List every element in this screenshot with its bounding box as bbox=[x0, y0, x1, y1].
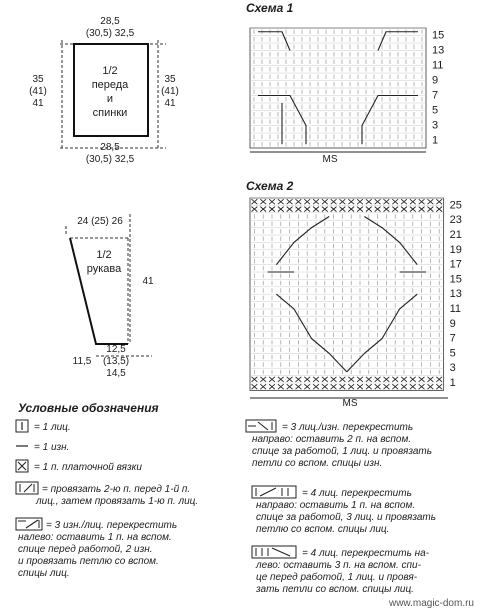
legend-title: Условные обозначения bbox=[18, 401, 159, 415]
body-left-measure-3: 41 bbox=[32, 98, 44, 109]
legend-four-stitch-right-cross-symbol bbox=[252, 486, 296, 498]
scheme-1-row-number: 15 bbox=[432, 29, 445, 42]
scheme-2-row-number: 19 bbox=[449, 243, 462, 256]
legend-four-stitch-left-cross-text-4: зать петли со вспом. спицы лиц. bbox=[256, 584, 414, 595]
legend-four-stitch-right-cross-text-2: направо: оставить 1 п. на вспом. bbox=[256, 500, 416, 511]
body-right-measure-2: (41) bbox=[161, 86, 179, 97]
legend-two-stitch-cross-text-1: = провязать 2-ю п. перед 1-й п. bbox=[42, 484, 191, 495]
legend bbox=[16, 401, 436, 595]
scheme-1-row-number: 5 bbox=[432, 104, 439, 117]
body-top-measure: 28,5 bbox=[100, 16, 120, 27]
sleeve-label-line-1: 1/2 bbox=[96, 249, 112, 261]
legend-three-stitch-left-cross-text-4: и провязать петлю со вспом. bbox=[18, 556, 159, 567]
legend-garter-symbol bbox=[16, 460, 28, 472]
scheme-2-row-number: 13 bbox=[449, 288, 462, 301]
legend-three-stitch-left-cross-symbol bbox=[16, 518, 42, 530]
body-label-line-2: переда bbox=[91, 79, 129, 91]
legend-three-stitch-right-cross-text-2: направо: оставить 2 п. на вспом. bbox=[252, 434, 412, 445]
legend-four-stitch-right-cross-text-3: спице за работой, 3 лиц. и провязать bbox=[256, 512, 437, 523]
scheme-1-row-number: 1 bbox=[432, 134, 439, 147]
sleeve-side-measure: 41 bbox=[142, 276, 154, 287]
legend-three-stitch-right-cross-text-3: спице за работой, 1 лиц. и провязать bbox=[252, 446, 433, 457]
body-right-measure-3: 41 bbox=[164, 98, 176, 109]
scheme-1-row-number: 3 bbox=[432, 119, 439, 132]
scheme-1-row-numbers bbox=[432, 30, 444, 147]
legend-three-stitch-right-cross-text-4: петли со вспом. спицы изн. bbox=[252, 458, 383, 469]
scheme-2-row-number: 1 bbox=[449, 377, 456, 389]
legend-four-stitch-left-cross-text-1: = 4 лиц. перекрестить на- bbox=[302, 548, 430, 559]
legend-two-stitch-cross-text-2: лиц., затем провязать 1-ю п. лиц. bbox=[36, 496, 199, 507]
scheme-2-cable-path-3 bbox=[276, 294, 346, 372]
legend-knit-symbol bbox=[16, 420, 28, 432]
legend-garter-text: = 1 п. платочной вязки bbox=[34, 462, 142, 473]
scheme-2-row-number: 5 bbox=[449, 347, 456, 360]
legend-three-stitch-left-cross-text-1: = 3 изн./лиц. перекрестить bbox=[46, 520, 178, 531]
sleeve-top-measure: 24 (25) 26 bbox=[77, 216, 123, 227]
scheme-2-row-number: 15 bbox=[449, 273, 462, 286]
watermark: www.magic-dom.ru bbox=[388, 598, 474, 609]
scheme-2-title: Схема 2 bbox=[246, 179, 294, 193]
body-right-measure-1: 35 bbox=[164, 74, 176, 85]
sleeve-piece-diagram bbox=[66, 214, 154, 379]
body-top-measure-alt: (30,5) 32,5 bbox=[85, 28, 135, 39]
legend-knit-text: = 1 лиц. bbox=[34, 422, 71, 433]
scheme-1-ms-label: MS bbox=[322, 154, 338, 165]
scheme-1-row-number: 11 bbox=[432, 59, 444, 72]
sleeve-bottom-left-measure: 11,5 bbox=[72, 356, 92, 367]
scheme-2-row-number: 23 bbox=[449, 214, 462, 227]
scheme-2-row-number: 25 bbox=[449, 199, 462, 212]
legend-four-stitch-left-cross-symbol bbox=[252, 546, 296, 558]
body-label-line-3: и bbox=[106, 93, 114, 105]
legend-four-stitch-right-cross-text-4: петлю со вспом. спицы лиц. bbox=[256, 524, 390, 535]
scheme-2-grid bbox=[250, 198, 444, 390]
legend-three-stitch-left-cross-text-5: спицы лиц. bbox=[18, 568, 70, 579]
legend-two-stitch-cross-symbol bbox=[16, 482, 38, 494]
body-label-line-1: 1/2 bbox=[102, 65, 118, 77]
scheme-1-row-number: 13 bbox=[432, 44, 445, 57]
scheme-1 bbox=[246, 1, 444, 165]
legend-three-stitch-left-cross-text-2: налево: оставить 1 п. на вспом. bbox=[18, 532, 172, 543]
legend-four-stitch-left-cross-text-3: це перед работой, 1 лиц. и провя- bbox=[256, 572, 418, 583]
legend-four-stitch-right-cross-text-1: = 4 лиц. перекрестить bbox=[302, 488, 412, 499]
body-piece-diagram bbox=[29, 16, 179, 165]
scheme-2-row-number: 3 bbox=[449, 362, 456, 375]
body-left-measure-1: 35 bbox=[32, 74, 44, 85]
scheme-1-grid bbox=[250, 28, 426, 148]
body-left-measure-2: (41) bbox=[29, 86, 47, 97]
scheme-1-title: Схема 1 bbox=[246, 1, 294, 15]
scheme-1-row-number: 7 bbox=[432, 89, 439, 102]
scheme-2-row-numbers bbox=[450, 199, 462, 389]
sleeve-bottom-measure-3: 14,5 bbox=[106, 368, 126, 379]
scheme-1-row-number: 9 bbox=[432, 74, 439, 87]
body-bottom-measure: 28,5 bbox=[100, 142, 120, 153]
legend-purl-text: = 1 изн. bbox=[34, 442, 70, 453]
scheme-2-row-number: 9 bbox=[449, 317, 456, 330]
scheme-2-ms-label: MS bbox=[342, 398, 358, 409]
body-bottom-measure-alt: (30,5) 32,5 bbox=[85, 154, 135, 165]
scheme-2-row-number: 7 bbox=[449, 332, 456, 345]
legend-three-stitch-left-cross-text-3: спице перед работой, 2 изн. bbox=[18, 544, 153, 555]
sleeve-bottom-measure-1: 12,5 bbox=[106, 344, 126, 355]
legend-three-stitch-right-cross-symbol bbox=[246, 420, 276, 432]
scheme-2-row-number: 21 bbox=[449, 229, 462, 241]
legend-three-stitch-right-cross-text-1: = 3 лиц./изн. перекрестить bbox=[282, 422, 414, 433]
scheme-2-cable-path-4 bbox=[347, 294, 417, 372]
sleeve-bottom-measure-2: (13,5) bbox=[102, 356, 130, 367]
body-label-line-4: спинки bbox=[92, 107, 128, 119]
scheme-2-row-number: 11 bbox=[449, 303, 462, 315]
legend-four-stitch-left-cross-text-2: лево: оставить 3 п. на вспом. спи- bbox=[256, 560, 421, 571]
scheme-2 bbox=[246, 179, 462, 409]
scheme-1-cable-path-1 bbox=[258, 32, 290, 51]
scheme-2-row-number: 17 bbox=[449, 258, 462, 271]
sleeve-label-line-2: рукава bbox=[86, 263, 122, 275]
